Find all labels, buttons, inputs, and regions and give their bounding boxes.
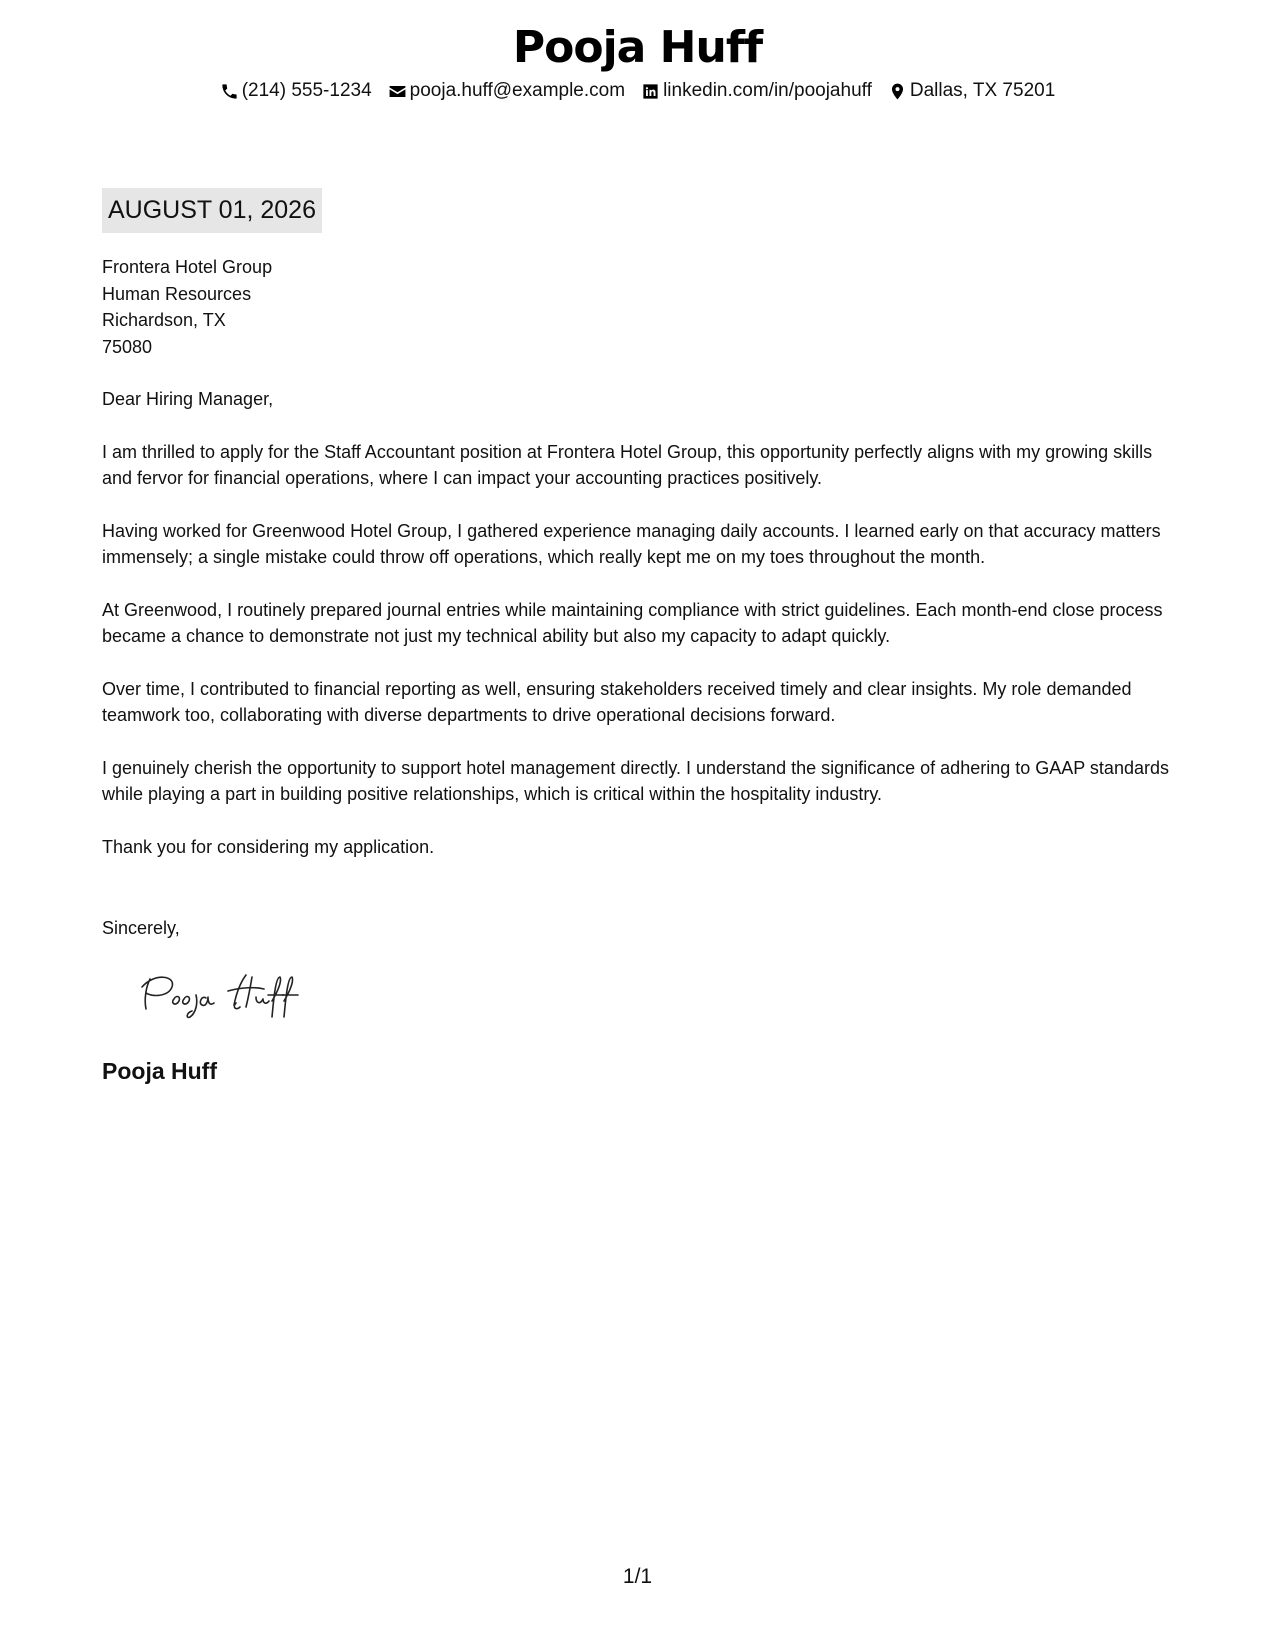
contact-row [0,79,1275,103]
map-pin-icon [888,82,907,101]
contact-linkedin [641,79,872,103]
paragraph: At Greenwood, I routinely prepared journal entries while maintaining compliance with strict guidelines. Each month-end close process became a chance to demonstrate not just my technical ability but also my capacity to adapt quickly. [102,599,1163,646]
signature-image [132,965,332,1025]
paragraph: Thank you for considering my application. [102,836,435,857]
contact-phone [220,79,372,103]
recipient-city: Richardson, TX [102,310,226,330]
envelope-icon [388,82,407,101]
letter-body [102,386,1182,886]
page-number: 1/1 [622,1565,653,1588]
linkedin-text: linkedin.com/in/poojahuff [663,80,872,101]
paragraph: Over time, I contributed to financial reporting as well, ensuring stakeholders received timely and clear insights. My role demanded teamwork too, collaborating with diverse departments to drive operational decisions forward. [102,678,1132,725]
phone-text: (214) 555-1234 [241,80,372,101]
salutation: Dear Hiring Manager, [102,389,274,409]
phone-icon [220,82,239,101]
location-text: Dallas, TX 75201 [909,80,1056,101]
candidate-name: Pooja Huff [512,22,763,73]
contact-location [888,79,1055,103]
recipient-department: Human Resources [102,283,252,304]
letter-date: AUGUST 01, 2026 [102,188,322,233]
paragraph: I am thrilled to apply for the Staff Accountant position at Frontera Hotel Group, this opportunity perfectly aligns with my growing skills and fervor for financial operations, where I can impact your accounting practices positively. [102,441,1153,488]
paragraph: I genuinely cherish the opportunity to support hotel management directly. I understand the significance of adhering to GAAP standards while playing a part in building positive relationships, which is critical within the hospitality industry. [102,757,1169,804]
recipient-address [102,254,272,360]
contact-email [388,79,625,103]
paragraph: Having worked for Greenwood Hotel Group, I gathered experience managing daily accounts. I learned early on that accuracy matters immensely; a single mistake could throw off operations, which really kept me on my toes throughout the month. [102,520,1161,567]
signer-name: Pooja Huff [102,1058,217,1084]
recipient-zip: 75080 [102,336,153,357]
closing: Sincerely, [102,918,180,938]
email-text: pooja.huff@example.com [409,80,626,101]
recipient-company: Frontera Hotel Group [102,257,273,277]
linkedin-icon [641,82,660,101]
